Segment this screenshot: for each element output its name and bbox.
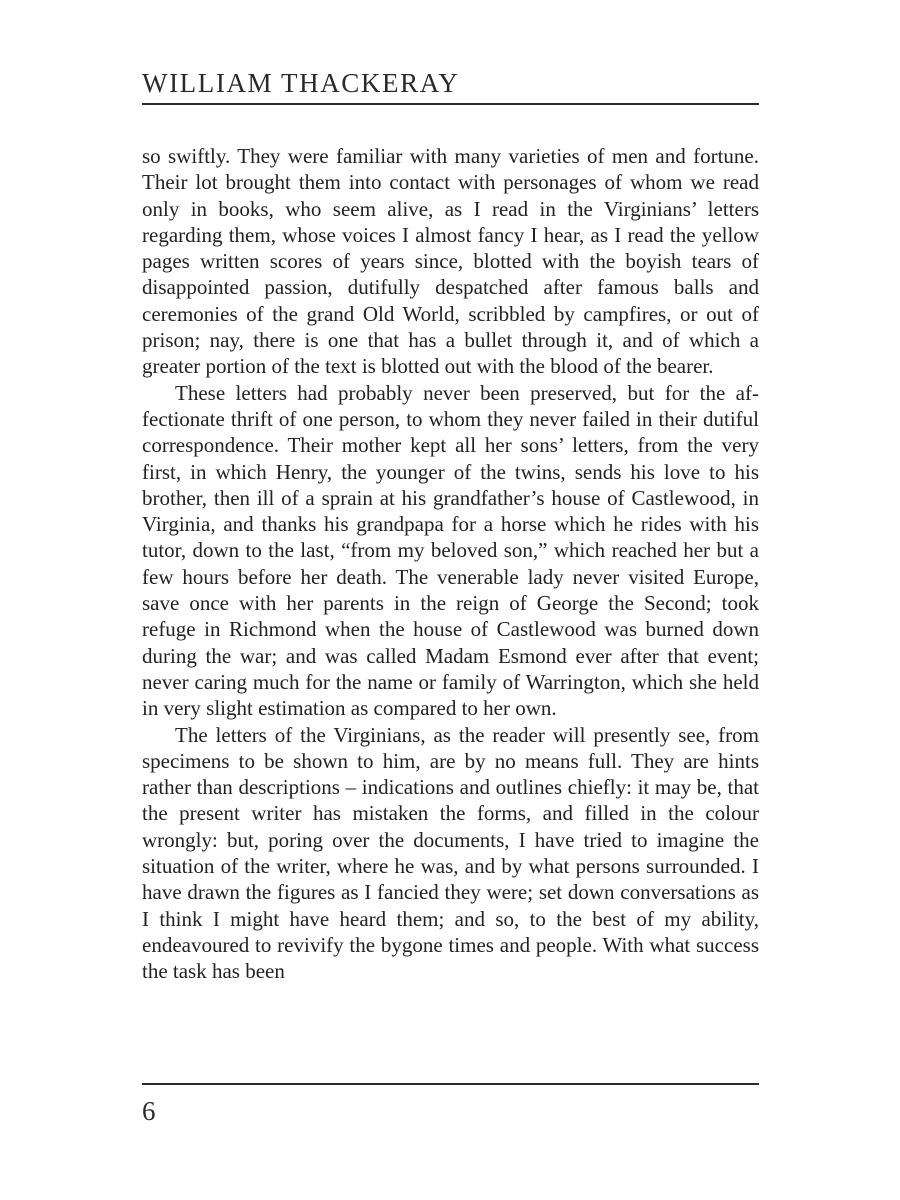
- running-title: WILLIAM THACKERAY: [142, 68, 460, 98]
- footer-rule: [142, 1083, 759, 1085]
- paragraph-3: The letters of the Virginians, as the reader will presently see, from specimens to be shown to him, are by no means full. They are hints rather than descriptions – indications and outlines chiefly: it may be, that the present writer has mistaken the forms, and filled in the colour wrongly: but, poring over the documents, I have tried to imagine the situation of the writer, where he was, and by what persons surrounded. I have drawn the figures as I fancied they were; set down conversations as I think I might have heard them; and so, to the best of my ability, endeavoured to revivify the bygone times and people. With what success the task has been: [142, 722, 759, 984]
- page-number: 6: [142, 1096, 156, 1126]
- header-rule: [142, 103, 759, 105]
- page-body: [142, 143, 759, 985]
- paragraph-2: These letters had probably never been preserved, but for the affectionate thrift of one person, to whom they never failed in their dutiful correspondence. Their mother kept all her sons’ letters, from the very first, in which Henry, the younger of the twins, sends his love to his brother, then ill of a sprain at his grandfather’s house of Castlewood, in Virginia, and thanks his grandpapa for a horse which he rides with his tutor, down to the last, “from my beloved son,” which reached her but a few hours before her death. The venerable lady never visited Europe, save once with her parents in the reign of George the Second; took refuge in Richmond when the house of Castlewood was burned down during the war; and was called Madam Esmond ever after that event; never caring much for the name or family of Warrington, which she held in very slight estimation as compared to her own.: [142, 380, 759, 721]
- paragraph-1: so swiftly. They were familiar with many varieties of men and fortune. Their lot brought them into contact with personages of whom we read only in books, who seem alive, as I read in the Virginians’ letters regarding them, whose voices I almost fancy I hear, as I read the yellow pages written scores of years since, blotted with the boyish tears of disappointed passion, dutifully despatched after famous balls and ceremonies of the grand Old World, scribbled by campfires, or out of prison; nay, there is one that has a bullet through it, and of which a greater portion of the text is blotted out with the blood of the bearer.: [142, 144, 759, 379]
